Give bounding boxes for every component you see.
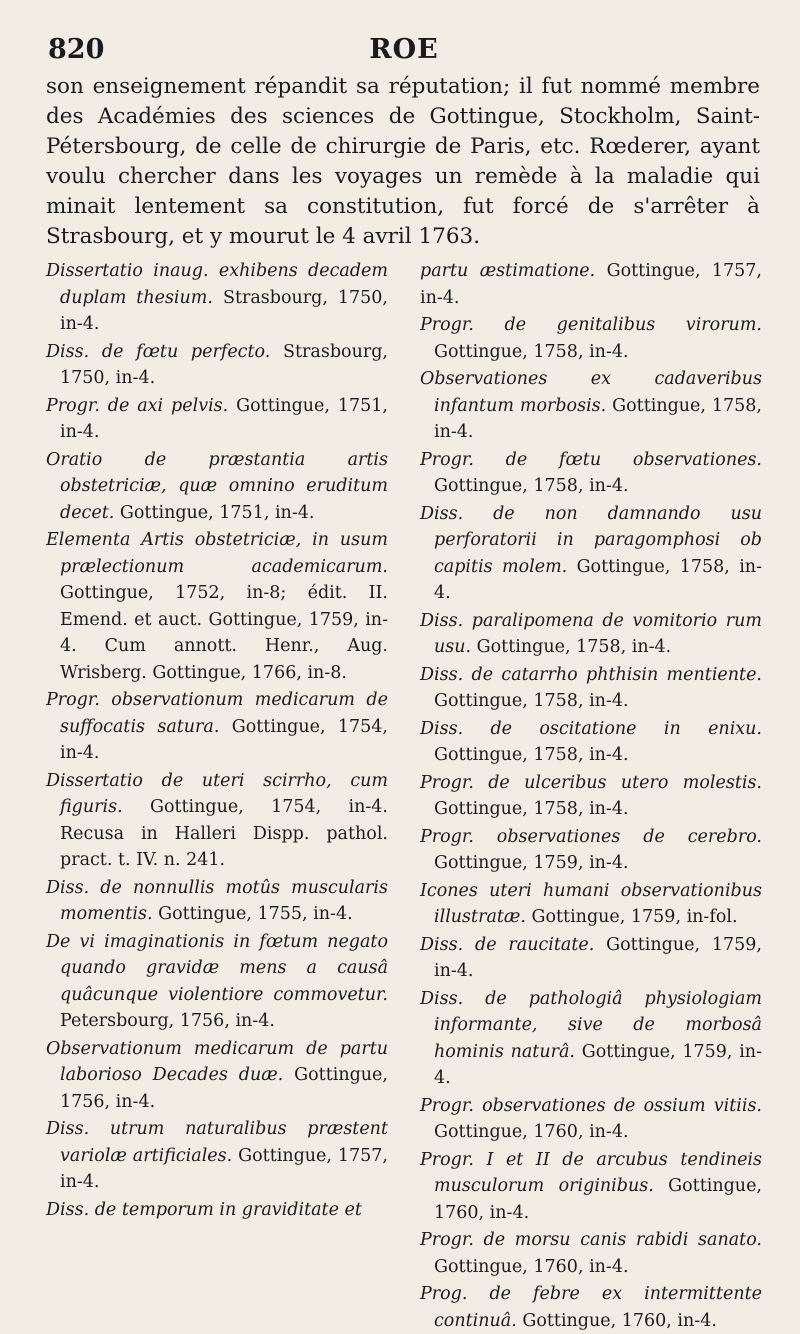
entry-title: Progr. de axi pelvis. <box>46 395 229 416</box>
entry-title: De vi imaginationis in fœtum negato quando gravidæ mens a causâ quâcunque violentiore commovetur. <box>46 931 388 1005</box>
bibliography-entry <box>46 1036 388 1116</box>
entry-title: Icones uteri humani observationibus illustratæ. <box>420 880 762 927</box>
bibliography-entry <box>46 447 388 527</box>
entry-details: Gottingue, 1758, in-4. <box>434 341 629 362</box>
intro-paragraph <box>46 72 760 252</box>
bibliography-entry <box>46 1197 388 1224</box>
entry-title: Progr. de ulceribus utero molestis. <box>420 772 762 793</box>
entry-details: Gottingue, 1760, in-4. <box>434 1122 629 1142</box>
entry-title: Observationum medicarum de partu laborioso Decades duæ. <box>46 1038 388 1085</box>
bibliography-entry <box>46 393 388 446</box>
bibliography-entry <box>46 768 388 874</box>
entry-details: Gottingue, 1758, in-4. <box>434 395 762 442</box>
entry-title: Diss. de non damnando usu perforatorii in paragomphosi ob capitis molem. <box>420 503 762 577</box>
bibliography-entry <box>420 770 762 823</box>
bibliography-entry <box>420 501 762 607</box>
entry-title: Prog. de febre ex intermittente continuâ. <box>420 1284 762 1331</box>
entry-details: Gottingue, 1756, in-4. <box>60 1065 388 1112</box>
entry-title: Diss. de oscitatione in enixu. <box>420 718 762 739</box>
bibliography-entry <box>420 608 762 661</box>
entry-details: Gottingue, 1754, in-4. Recusa in Halleri Dispp. pathol. pract. t. IV. n. 241. <box>60 797 388 870</box>
left-column <box>46 258 388 1263</box>
entry-details: Gottingue, 1759, in-4. <box>434 1041 762 1088</box>
bibliography-entry <box>420 986 762 1092</box>
entry-title: Observationes ex cadaveribus infantum morbosis. <box>420 369 762 416</box>
entry-details: Gottingue, 1751, in-4. <box>60 395 388 442</box>
entry-title: Oratio de præstantia artis obstetriciæ, quæ omnino eruditum decet. <box>46 449 388 523</box>
entry-details: Gottingue, 1758, in-4. <box>434 691 629 711</box>
bibliography-entry <box>420 662 762 715</box>
bibliography-entry <box>420 258 762 311</box>
entry-title: Elementa Artis obstetriciæ, in usum prælectionum academicarum. <box>46 530 388 577</box>
entry-title: partu æstimatione. <box>420 261 596 281</box>
entry-details: Petersbourg, 1756, in-4. <box>60 1011 275 1031</box>
entry-details: Gottingue, 1755, in-4. <box>158 904 353 924</box>
entry-details: Gottingue, 1758, in-4. <box>434 476 629 496</box>
bibliography-entry <box>46 339 388 392</box>
bibliography-entry <box>46 875 388 928</box>
entry-details: Gottingue, 1758, in-4. <box>434 799 629 819</box>
bibliography-entry <box>420 447 762 500</box>
entry-title: Progr. I et II de arcubus tendineis musculorum originibus. <box>420 1149 762 1196</box>
entry-details: Gottingue, 1759, in-4. <box>434 934 762 981</box>
bibliography-entry <box>420 878 762 931</box>
entry-title: Progr. de genitalibus virorum. <box>420 315 762 335</box>
running-head: ROE <box>369 34 439 65</box>
entry-details: Strasbourg, 1750, in-4. <box>60 341 388 388</box>
page-header <box>48 28 760 68</box>
bibliography-entry <box>420 1147 762 1227</box>
entry-title: Diss. de raucitate. <box>420 934 595 955</box>
entry-title: Diss. de catarrho phthisin mentiente. <box>420 664 762 685</box>
entry-title: Diss. de nonnullis motûs muscularis momentis. <box>46 877 388 924</box>
entry-details: Gottingue, 1757, in-4. <box>420 261 762 308</box>
bibliography-entry <box>420 932 762 985</box>
entry-title: Diss. utrum naturalibus præstent variolæ artificiales. <box>46 1119 388 1166</box>
entry-title: Dissertatio inaug. exhibens decadem duplam thesium. <box>46 261 388 308</box>
entry-title: Dissertatio de uteri scirrho, cum figuris. <box>46 770 388 817</box>
bibliography-entry <box>46 929 388 1035</box>
entry-title: Progr. observationum medicarum de suffocatis satura. <box>46 690 388 737</box>
entry-details: Gottingue, 1758, in-4. <box>434 556 762 603</box>
entry-details: Gottingue, 1760, in-4. <box>522 1310 717 1331</box>
entry-details: Gottingue, 1754, in-4. <box>60 716 388 763</box>
bibliography-entry <box>420 716 762 769</box>
entry-details: Gottingue, 1759, in-fol. <box>531 907 738 927</box>
entry-details: Gottingue, 1757, in-4. <box>60 1145 388 1192</box>
entry-title: Progr. de fœtu observationes. <box>420 449 762 470</box>
bibliography-entry <box>420 312 762 365</box>
entry-details: Gottingue, 1760, in-4. <box>434 1256 629 1277</box>
bibliography-entry <box>46 258 388 338</box>
bibliography-entry <box>420 1093 762 1146</box>
right-column <box>420 258 762 1331</box>
entry-title: Progr. observationes de cerebro. <box>420 826 762 847</box>
entry-details: Gottingue, 1758, in-4. <box>434 745 629 765</box>
bibliography-entry <box>46 1116 388 1196</box>
bibliography-entry <box>46 527 388 686</box>
bibliography-columns <box>46 258 762 1331</box>
entry-details: Gottingue, 1751, in-4. <box>119 502 315 523</box>
page-number: 820 <box>48 34 105 65</box>
entry-title: Diss. de pathologiâ physiologiam informante, sive de morbosâ hominis naturâ. <box>420 988 762 1062</box>
bibliography-entry <box>420 1281 762 1334</box>
entry-title: Diss. paralipomena de vomitorio rum usu. <box>420 610 762 657</box>
entry-details: Gottingue, 1752, in-8; édit. II. Emend. et auct. Gottingue, 1759, in-4. Cum annott. Henr., Aug. Wrisberg. Gottingue, 1766, in-8. <box>60 583 388 683</box>
entry-details: Gottingue, 1758, in-4. <box>476 637 672 657</box>
entry-title: Progr. de morsu canis rabidi sanato. <box>420 1230 762 1250</box>
entry-details: Gottingue, 1759, in-4. <box>434 853 629 873</box>
entry-title: Diss. de fœtu perfecto. <box>46 341 271 362</box>
bibliography-entry <box>420 1227 762 1280</box>
bibliography-entry <box>420 824 762 877</box>
entry-details: Strasbourg, 1750, in-4. <box>60 287 388 334</box>
entry-title: Progr. observationes de ossium vitiis. <box>420 1095 762 1116</box>
bibliography-entry <box>46 687 388 767</box>
intro-text: son enseignement répandit sa réputation; il fut nommé membre des Académies des sciences de Gottingue, Stockholm, Saint-Pétersbourg, de celle de chirurgie de Paris, etc. Rœderer, ayant voulu chercher dans les voyages un remède à la maladie qui minait lentement sa constitution, fut forcé de s'arrêter à Strasbourg, et y mourut le 4 avril 1763. <box>46 74 760 249</box>
entry-title: Diss. de temporum in graviditate et <box>46 1199 362 1220</box>
bibliography-entry <box>420 366 762 446</box>
entry-details: Gottingue, 1760, in-4. <box>434 1176 762 1223</box>
